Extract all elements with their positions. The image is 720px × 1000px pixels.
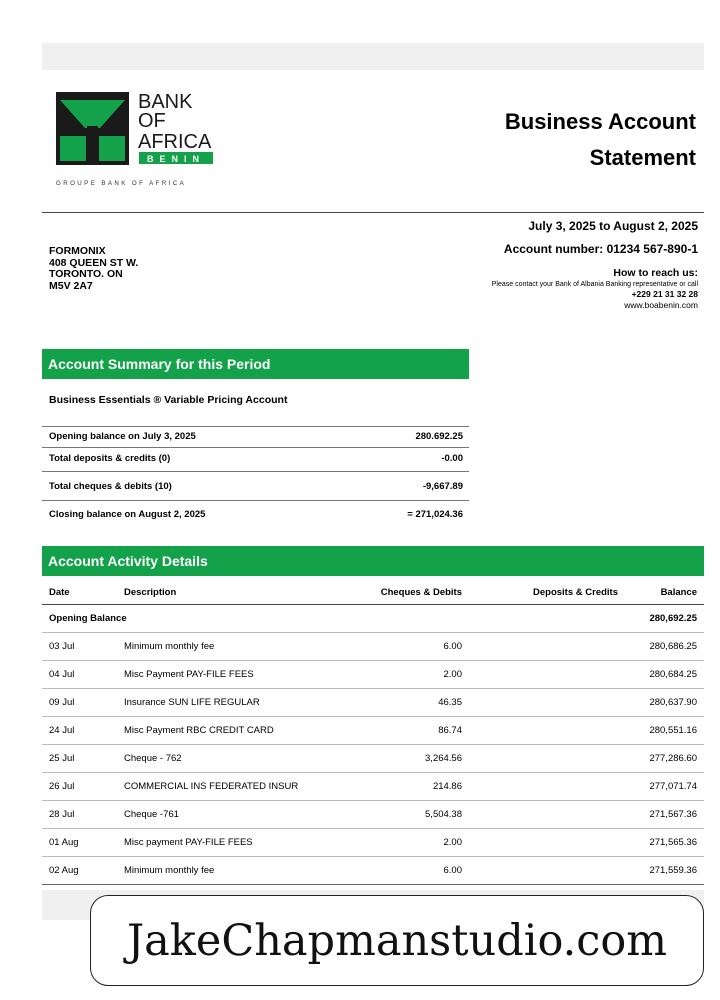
table-row [42, 857, 704, 885]
col-date: Date [49, 587, 70, 598]
row-debit: 2.00 [443, 837, 462, 848]
summary-value: -0.00 [441, 453, 463, 464]
row-balance: 280,637.90 [649, 697, 697, 708]
summary-value: -9,667.89 [422, 481, 463, 492]
table-row [42, 717, 704, 745]
row-debit: 6.00 [443, 641, 462, 652]
row-debit: 5,504.38 [425, 809, 462, 820]
table-row [42, 689, 704, 717]
opening-balance: 280,692.25 [649, 613, 697, 624]
row-description: COMMERCIAL INS FEDERATED INSUR [124, 781, 299, 792]
table-row [42, 745, 704, 773]
col-credits: Deposits & Credits [533, 587, 618, 598]
logo-line1: BANK [138, 91, 193, 113]
reach-us-text: Please contact your Bank of Albania Banking representative or call [491, 281, 698, 288]
customer-city: TORONTO. ON [49, 268, 123, 280]
summary-row [42, 501, 469, 527]
row-date: 09 Jul [49, 697, 75, 708]
logo-emblem-icon [56, 88, 226, 190]
customer-address [49, 246, 138, 292]
row-date: 01 Aug [49, 837, 79, 848]
logo-country: BENIN [146, 154, 206, 164]
statement-info [368, 219, 698, 310]
col-balance: Balance [660, 587, 697, 598]
row-description: Cheque - 762 [124, 753, 182, 764]
table-row [42, 633, 704, 661]
summary-table [42, 426, 469, 527]
logo-group: GROUPE BANK OF AFRICA [56, 180, 187, 187]
logo-line3: AFRICA [138, 131, 212, 153]
table-row [42, 829, 704, 857]
top-band [42, 43, 704, 70]
row-debit: 2.00 [443, 669, 462, 680]
col-description: Description [124, 587, 177, 598]
row-date: 03 Jul [49, 641, 75, 652]
row-balance: 271,565.36 [649, 837, 697, 848]
summary-label: Total deposits & credits (0) [49, 453, 171, 464]
account-number: Account number: 01234 567-890-1 [503, 242, 698, 256]
summary-value: 280.692.25 [415, 431, 463, 442]
row-description: Cheque -761 [124, 809, 179, 820]
activity-header-row [42, 580, 704, 605]
summary-heading: Account Summary for this Period [42, 349, 469, 379]
opening-balance-row [42, 605, 704, 633]
bank-of-africa-logo [56, 88, 226, 190]
row-description: Minimum monthly fee [124, 641, 215, 652]
row-date: 28 Jul [49, 809, 75, 820]
contact-phone: +229 21 31 32 28 [631, 289, 698, 299]
row-debit: 3,264.56 [425, 753, 462, 764]
row-balance: 280,551.16 [649, 725, 697, 736]
summary-label: Opening balance on July 3, 2025 [49, 431, 196, 442]
summary-label: Total cheques & debits (10) [49, 481, 172, 492]
customer-street: 408 QUEEN ST W. [49, 256, 139, 269]
row-description: Misc Payment PAY-FILE FEES [124, 669, 254, 680]
row-debit: 214.86 [432, 781, 462, 792]
summary-label: Closing balance on August 2, 2025 [49, 509, 206, 520]
title-line1: Business Account [504, 109, 696, 134]
row-balance: 280,684.25 [649, 669, 697, 680]
summary-row [42, 472, 469, 501]
row-date: 26 Jul [49, 781, 75, 792]
row-description: Insurance SUN LIFE REGULAR [124, 697, 260, 708]
row-date: 24 Jul [49, 725, 75, 736]
row-balance: 271,559.36 [649, 865, 697, 876]
website-link[interactable]: www.boabenin.com [624, 300, 698, 310]
customer-name: FORMONIX [49, 245, 106, 257]
statement-title [505, 104, 696, 176]
logo-line2: OF [138, 110, 166, 132]
activity-table [42, 580, 704, 885]
row-debit: 6.00 [443, 865, 462, 876]
row-description: Misc Payment RBC CREDIT CARD [124, 725, 274, 736]
table-row [42, 773, 704, 801]
reach-us-title: How to reach us: [613, 267, 698, 279]
row-balance: 277,071.74 [649, 781, 697, 792]
opening-label: Opening Balance [49, 613, 127, 624]
row-debit: 86.74 [438, 725, 462, 736]
summary-row [42, 426, 469, 448]
table-row [42, 661, 704, 689]
header-divider [42, 212, 704, 213]
row-debit: 46.35 [438, 697, 462, 708]
row-balance: 277,286.60 [649, 753, 697, 764]
watermark-banner: JakeChapmanstudio.com [90, 895, 704, 986]
account-type: Business Essentials ® Variable Pricing Account [49, 394, 288, 406]
row-description: Misc payment PAY-FILE FEES [124, 837, 253, 848]
row-description: Minimum monthly fee [124, 865, 215, 876]
title-line2: Statement [589, 145, 696, 170]
row-balance: 280,686.25 [649, 641, 697, 652]
row-date: 04 Jul [49, 669, 75, 680]
statement-period: July 3, 2025 to August 2, 2025 [528, 219, 698, 233]
activity-heading: Account Activity Details [42, 546, 704, 576]
col-debits: Cheques & Debits [380, 587, 462, 598]
row-date: 25 Jul [49, 753, 75, 764]
summary-row [42, 448, 469, 472]
customer-postal: M5V 2A7 [49, 279, 93, 292]
row-balance: 271,567.36 [649, 809, 697, 820]
table-row [42, 801, 704, 829]
summary-value: = 271,024.36 [407, 509, 463, 520]
row-date: 02 Aug [49, 865, 79, 876]
